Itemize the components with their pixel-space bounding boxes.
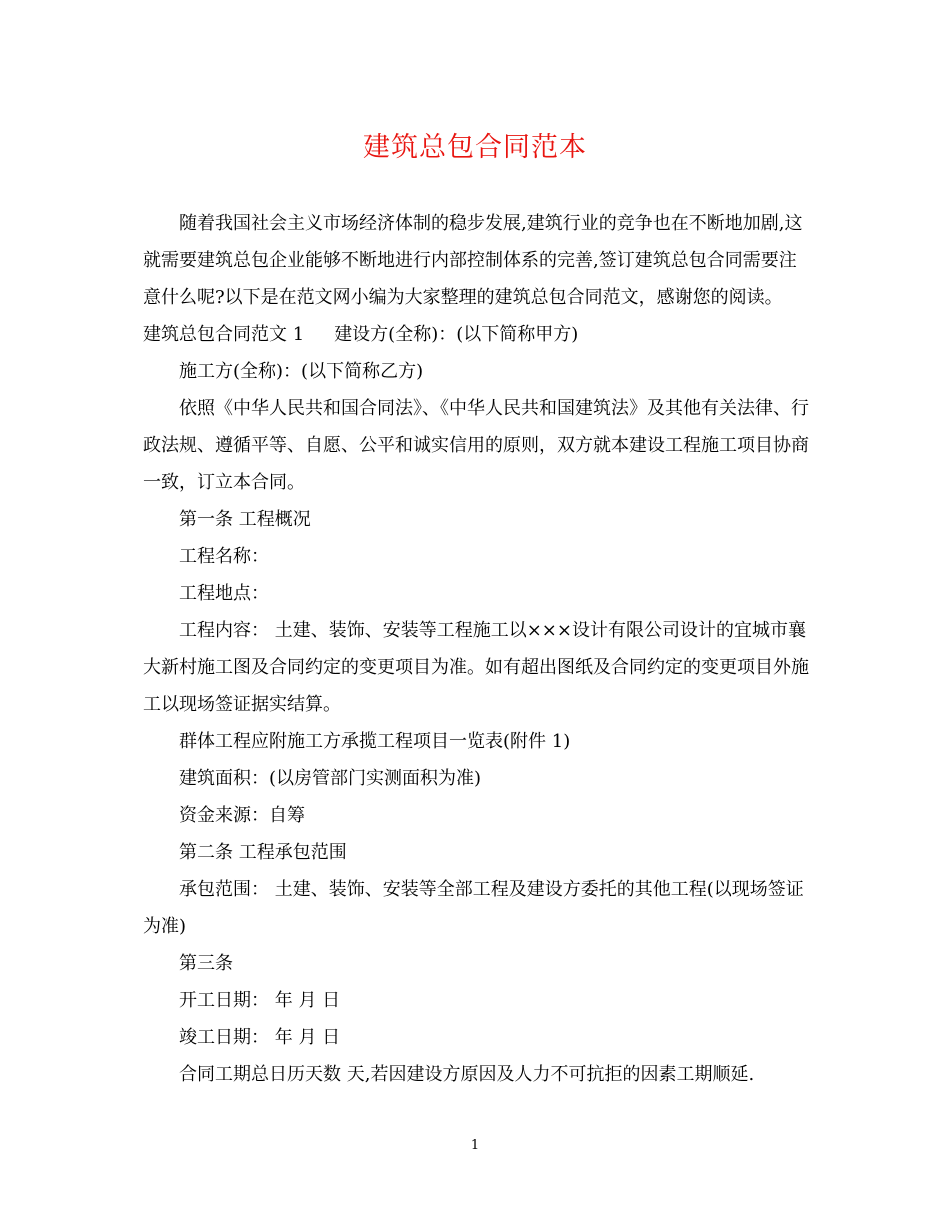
sample-heading: 建筑总包合同范文 1 [143,324,305,345]
building-area-line: 建筑面积：(以房管部门实测面积为准) [179,768,482,789]
page-number: 1 [470,1138,480,1153]
project-location-line: 工程地点： [179,583,269,604]
end-date-line: 竣工日期： 年 月 日 [179,1027,341,1048]
fund-source-line: 资金来源：自筹 [179,805,305,826]
article-1-title: 第一条 工程概况 [179,509,311,530]
article-3-title: 第三条 [179,953,233,974]
document-body [143,205,809,1093]
project-name-line: 工程名称： [179,546,269,567]
document-title: 建筑总包合同范本 [363,132,587,163]
intro-paragraph: 随着我国社会主义市场经济体制的稳步发展,建筑行业的竞争也在不断地加剧,这就需要建筑总包企业能够不断地进行内部控制体系的完善,签订建筑总包合同需要注意什么呢?以下是在范文网小编为大家整理的建筑总包合同范文，感谢您的阅读。 [143,213,803,308]
party-a-line: 建设方(全称)：(以下简称甲方) [334,324,579,345]
article-2-title: 第二条 工程承包范围 [179,842,347,863]
sample-heading-line [143,316,809,353]
duration-line: 合同工期总日历天数 天,若因建设方原因及人力不可抗拒的因素工期顺延. [179,1064,755,1085]
project-content-paragraph: 工程内容： 土建、装饰、安装等工程施工以×××设计有限公司设计的宜城市襄大新村施工图及合同约定的变更项目为准。如有超出图纸及合同约定的变更项目外施工以现场签证据实结算。 [143,620,809,715]
party-b-line: 施工方(全称)：(以下简称乙方) [179,361,424,382]
group-project-line: 群体工程应附施工方承揽工程项目一览表(附件 1) [179,731,571,752]
start-date-line: 开工日期： 年 月 日 [179,990,341,1011]
basis-paragraph: 依照《中华人民共和国合同法》、《中华人民共和国建筑法》及其他有关法律、行政法规、遵循平等、自愿、公平和诚实信用的原则，双方就本建设工程施工项目协商一致，订立本合同。 [143,398,809,493]
scope-paragraph: 承包范围： 土建、装饰、安装等全部工程及建设方委托的其他工程(以现场签证为准) [143,879,804,937]
